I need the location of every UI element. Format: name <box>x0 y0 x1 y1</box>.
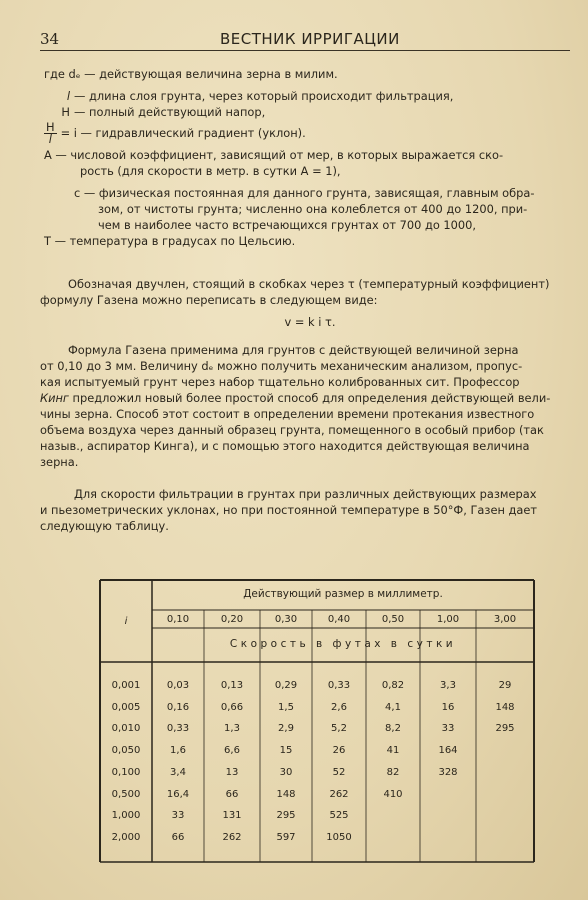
size-header-cell: 0,20 <box>220 614 244 625</box>
definitions <box>40 66 580 249</box>
velocity-cell: 164 <box>438 745 458 757</box>
velocity-cell: 0,33 <box>327 680 351 691</box>
velocity-cell: 29 <box>498 680 512 691</box>
size-header-cell: 0,40 <box>327 614 351 625</box>
para3-line2: и пьезометрических уклонах, но при постоянной температуре в 50°Ф, Газен дает <box>40 503 538 517</box>
size-header-cell: 0,50 <box>381 614 405 625</box>
velocity-cell: 2,9 <box>278 723 294 735</box>
para3-line1: Для скорости фильтрации в грунтах при различных действующих размерах <box>74 487 537 501</box>
velocity-cell: 41 <box>386 745 400 757</box>
gradient-cell: 1,000 <box>111 810 141 822</box>
velocity-cell: 0,66 <box>220 701 244 713</box>
fraction-denominator: l <box>48 132 52 146</box>
velocity-cell: 0,29 <box>274 680 298 691</box>
velocity-cell: 0,16 <box>166 701 190 713</box>
definitions-intro: где dₑ — действующая величина зерна в милим. <box>44 67 338 81</box>
size-header-cell: 0,10 <box>166 614 190 625</box>
gradient-cell: 2,000 <box>111 831 141 843</box>
def-gradient-text: = i — гидравлический градиент (уклон). <box>60 126 306 140</box>
velocity-cell: 295 <box>276 810 296 822</box>
velocity-cell: 4,1 <box>385 701 401 713</box>
velocity-cell: 410 <box>383 788 403 800</box>
size-header-cell: 0,30 <box>274 614 298 625</box>
gradient-cell: 0,100 <box>111 766 141 778</box>
size-header-cell: 1,00 <box>436 614 460 625</box>
velocity-table <box>96 578 536 864</box>
gradient-cell: 0,001 <box>111 680 141 691</box>
def-a-line2: рость (для скорости в метр. в сутки А = 1), <box>80 164 341 178</box>
velocity-cell: 1,3 <box>224 723 240 735</box>
size-header-cell: 3,00 <box>493 614 517 625</box>
para2-line8: зерна. <box>40 455 79 469</box>
formula: v = k i τ. <box>284 315 336 329</box>
table-header-i: i <box>124 616 128 627</box>
velocity-cell: 16,4 <box>166 788 190 800</box>
velocity-cell: 6,6 <box>224 745 240 757</box>
def-l-text: — длина слоя грунта, через который происходит фильтрация, <box>74 89 454 103</box>
velocity-cell: 295 <box>495 723 515 735</box>
gradient-cell: 0,005 <box>111 701 141 713</box>
table-header-speed: Скорость в футах в сутки <box>229 638 457 650</box>
gradient-cell: 0,010 <box>111 723 141 735</box>
para2-line1: Формула Газена применима для грунтов с действующей величиной зерна <box>68 343 519 357</box>
velocity-cell: 597 <box>276 831 296 843</box>
gradient-cell: 0,050 <box>111 745 141 757</box>
velocity-cell: 30 <box>279 766 293 778</box>
def-c-line2: зом, от чистоты грунта; численно она колеблется от 400 до 1200, при- <box>98 202 528 216</box>
velocity-cell: 16 <box>441 701 455 713</box>
velocity-cell: 0,33 <box>166 723 190 735</box>
def-h-key: Н <box>61 105 70 119</box>
velocity-cell: 328 <box>438 766 458 778</box>
velocity-cell: 52 <box>332 766 346 778</box>
velocity-cell: 525 <box>329 810 349 822</box>
page-number: 34 <box>40 30 60 48</box>
header-rule <box>40 50 570 51</box>
paragraph-2 <box>40 342 580 470</box>
table-header-sizes: Действующий размер в миллиметр. <box>243 588 443 600</box>
def-a-line1: А — числовой коэффициент, зависящий от мер, в которых выражается ско- <box>44 148 504 162</box>
velocity-cell: 2,6 <box>331 701 347 713</box>
velocity-cell: 1,6 <box>170 745 186 757</box>
para1-line2: формулу Газена можно переписать в следующем виде: <box>40 293 378 307</box>
velocity-cell: 0,03 <box>166 680 190 691</box>
velocity-cell: 3,3 <box>440 680 456 691</box>
velocity-cell: 131 <box>222 810 242 822</box>
velocity-cell: 148 <box>495 701 515 713</box>
velocity-cell: 262 <box>329 788 349 800</box>
velocity-cell: 26 <box>332 745 346 757</box>
velocity-cell: 8,2 <box>385 723 401 735</box>
velocity-cell: 0,82 <box>381 680 405 691</box>
fraction-numerator: Н <box>46 120 55 134</box>
para2-line4: предложил новый более простой способ для определения действующей вели- <box>68 391 551 405</box>
velocity-cell: 33 <box>441 723 455 735</box>
velocity-cell: 66 <box>171 831 185 843</box>
velocity-cell: 82 <box>386 766 400 778</box>
velocity-cell: 15 <box>279 745 293 757</box>
paragraph-3 <box>40 486 580 534</box>
para1-line1: Обозначая двучлен, стоящий в скобках через τ (температурный коэффициент) <box>68 277 550 291</box>
velocity-cell: 148 <box>276 788 296 800</box>
velocity-cell: 1,5 <box>278 701 294 713</box>
velocity-cell: 66 <box>225 788 239 800</box>
king-name: Кинг <box>40 391 69 405</box>
velocity-cell: 1050 <box>326 831 352 843</box>
page-header <box>40 30 570 50</box>
paragraph-1 <box>40 276 580 330</box>
para2-line3: кая испытуемый грунт через набор тщательно колиброванных сит. Профессор <box>40 375 520 389</box>
running-title: ВЕСТНИК ИРРИГАЦИИ <box>220 30 400 48</box>
velocity-cell: 13 <box>225 766 239 778</box>
velocity-cell: 33 <box>171 810 185 822</box>
def-c-line1: с — физическая постоянная для данного грунта, зависящая, главным обра- <box>74 186 535 200</box>
gradient-fraction <box>44 122 57 145</box>
def-c-line3: чем в наиболее часто встречающихся грунтах от 700 до 1000, <box>98 218 477 232</box>
velocity-cell: 0,13 <box>220 680 244 691</box>
gradient-cell: 0,500 <box>111 788 141 800</box>
def-t-line: Т — температура в градусах по Цельсию. <box>44 234 296 248</box>
velocity-cell: 5,2 <box>331 723 347 735</box>
para2-line2: от 0,10 до 3 мм. Величину dₑ можно получить механическим анализом, пропус- <box>40 359 523 373</box>
def-h-text: — полный действующий напор, <box>74 105 266 119</box>
velocity-cell: 262 <box>222 831 242 843</box>
velocity-cell: 3,4 <box>170 766 186 778</box>
para3-line3: следующую таблицу. <box>40 519 169 533</box>
para2-line5: чины зерна. Способ этот состоит в определении времени протекания известного <box>40 407 535 421</box>
para2-line7: назыв., аспиратор Кинга), и с помощью этого находится действующая величина <box>40 439 530 453</box>
para2-line6: объема воздуха через данный образец грунта, помещенного в особый прибор (так <box>40 423 544 437</box>
def-l-key: l <box>66 89 70 103</box>
